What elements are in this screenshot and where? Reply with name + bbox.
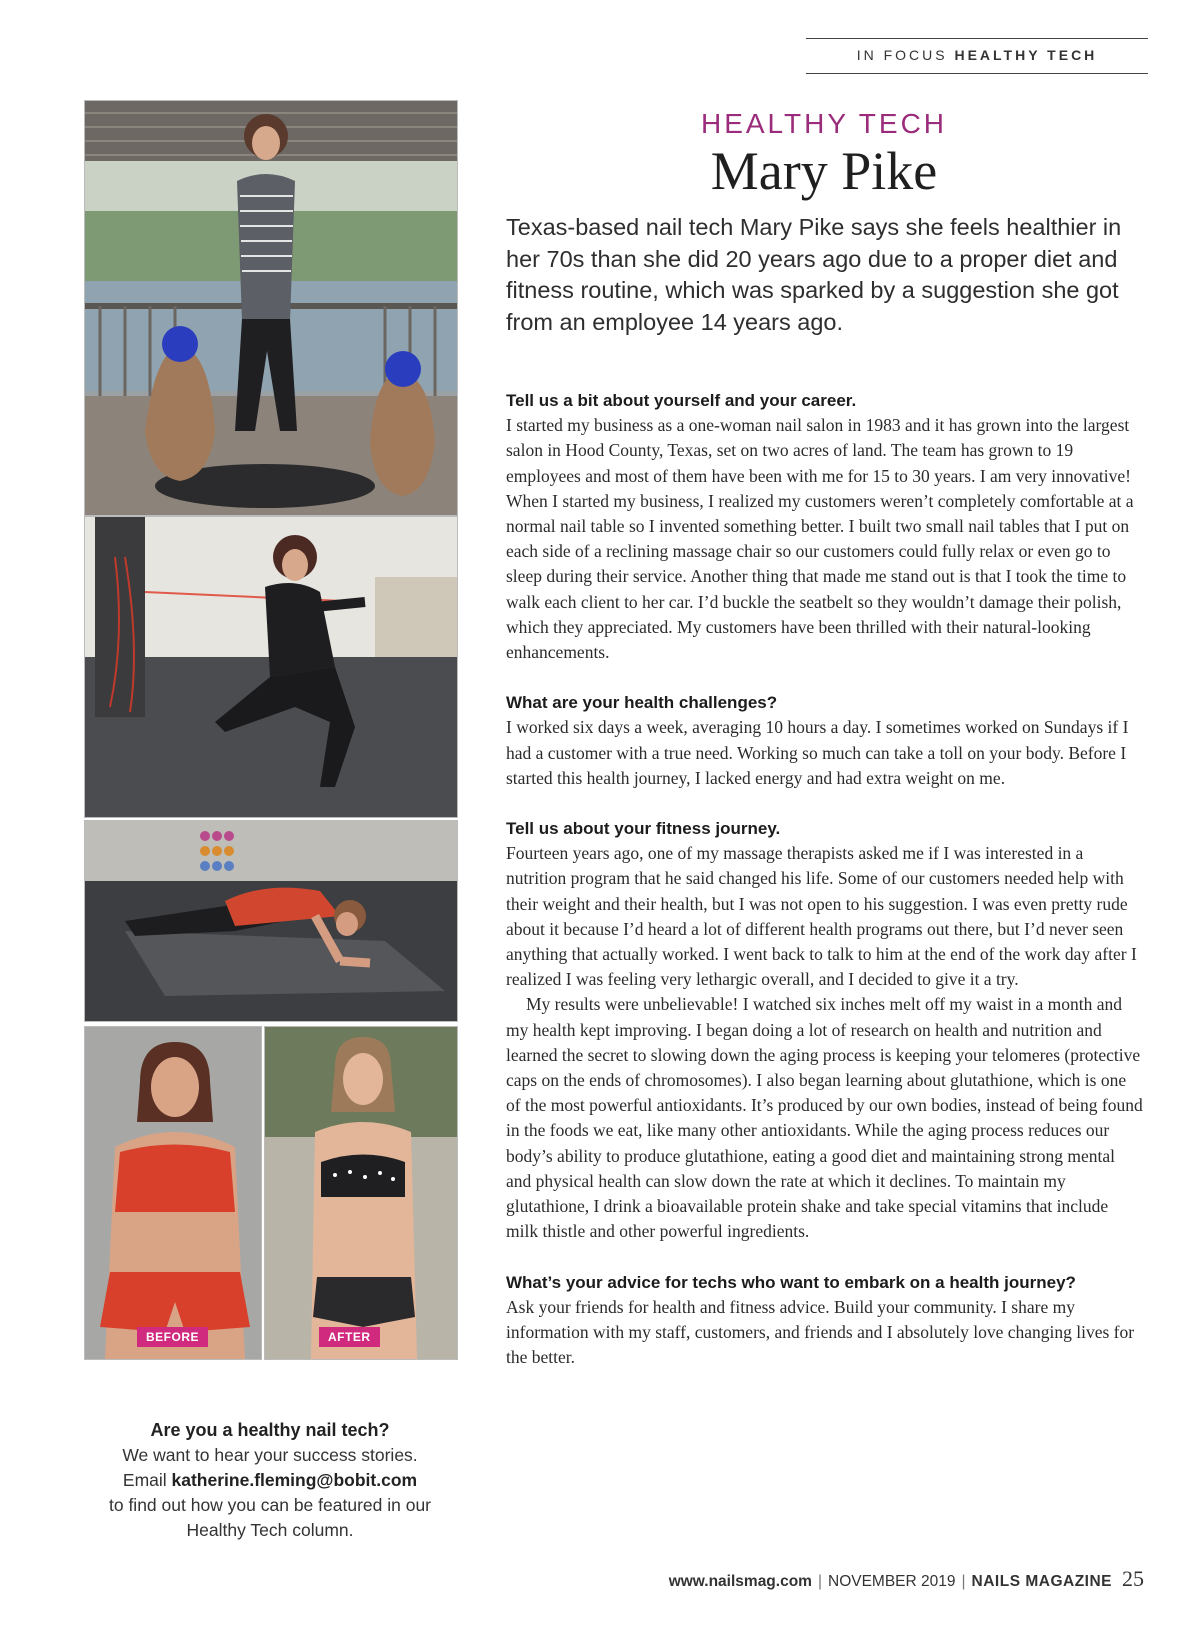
section-gap [506, 791, 1144, 816]
sidebar-line1: We want to hear your success stories. [122, 1445, 418, 1465]
photo-before [84, 1026, 262, 1360]
after-label: AFTER [319, 1327, 380, 1347]
article-title: Mary Pike [710, 141, 938, 201]
photo-trampoline [84, 100, 458, 516]
before-label: BEFORE [137, 1327, 208, 1347]
answer-3-continued: My results were unbelievable! I watched six inches melt off my waist in a month and my health kept improving. I began doing a lot of research on health and nutrition and learned the secret to slowing down the aging process is keeping your telomeres (protective caps on the ends of chromosomes). I also began learning about glutathione, which is one of the most powerful antioxidants. It’s produced by our own bodies, instead of being found in the foods we eat, like many other antioxidants. While the aging process reduces our body’s ability to produce glutathione, eating a good diet and maintaining strong mental and physical health can slow down the rate at which it declines. To maintain my glutathione, I drink a bioavailable protein shake and take special vitamins that include milk thistle and other powerful ingredients. [506, 994, 1143, 1242]
photo-resistance-band [84, 516, 458, 818]
sidebar-line2: to find out how you can be featured in our Healthy Tech column. [108, 1495, 432, 1540]
sidebar-callout [84, 1418, 456, 1543]
sidebar-email-prefix: Email [122, 1470, 172, 1490]
photo-before-image [85, 1027, 261, 1359]
question-2: What are your health challenges? [506, 693, 778, 713]
section-gap [506, 665, 1144, 690]
photo-after-image [265, 1027, 457, 1359]
running-header [806, 38, 1148, 74]
footer-issue: NOVEMBER 2019 [828, 1573, 956, 1590]
page-footer [560, 1566, 1144, 1592]
answer-2: I worked six days a week, averaging 10 hours a day. I sometimes worked on Sundays if I had a customer with a true need. Working so much can take a toll on your body. Before I started this health journey, I lacked energy and had extra weight on me. [506, 717, 1129, 788]
photo-after [264, 1026, 458, 1360]
question-1: Tell us a bit about yourself and your career. [506, 391, 857, 410]
question-4: What’s your advice for techs who want to embark on a health journey? [506, 1272, 1076, 1292]
sidebar-email-line [84, 1468, 456, 1493]
sidebar-title: Are you a healthy nail tech? [150, 1420, 390, 1440]
photo-resistance-band-image [85, 517, 457, 817]
header-section: IN FOCUS [856, 47, 948, 63]
answer-1: I started my business as a one-woman nail salon in 1983 and it has grown into the largest salon in Hood County, Texas, set on two acres of land. The team has grown to 19 employees and most of them have been with me for 15 to 30 years. I am very innovative! When I started my business, I realized my customers weren’t completely comfortable at a normal nail table so I invented something better. I built two small nail tables that I put on each side of a reclining massage chair so our customers could fully relax or even go to sleep during their service. Another thing that made me stand out is that I took the time to walk each client to her car. I’d buckle the seatbelt so they wouldn’t damage their polish, which they appreciated. My customers have been thrilled with their natural-looking enhancements. [506, 415, 1134, 663]
footer-separator: | [817, 1573, 822, 1590]
article-body [506, 388, 1144, 1370]
photo-trampoline-image [85, 101, 457, 515]
answer-3: Fourteen years ago, one of my massage therapists asked me if I was interested in a nutrition program that he said changed his life. Some of our customers needed help with their weight and their health, but I was not open to his suggestion. I was even pretty rude about it because I’d heard a lot of different health programs out there, but I’d never seen anything that actually worked. I went back to talk to him at the end of the work day after I realized I was feeling very lethargic overall, and I decided to give it a try. [506, 843, 1137, 990]
footer-magazine: NAILS MAGAZINE [971, 1573, 1112, 1590]
section-gap [506, 1245, 1144, 1270]
article-lede: Texas-based nail tech Mary Pike says she feels healthier in her 70s than she did 20 years ago due to a proper diet and fitness routine, which was sparked by a suggestion she got from an employee 14 years ago. [506, 214, 1122, 335]
question-3: Tell us about your fitness journey. [506, 819, 781, 839]
sidebar-email-link[interactable]: katherine.fleming@bobit.com [171, 1470, 418, 1490]
photo-plank [84, 820, 458, 1022]
article-kicker: HEALTHY TECH [700, 108, 948, 139]
photo-plank-image [85, 821, 457, 1021]
header-column: HEALTHY TECH [954, 47, 1098, 63]
answer-4: Ask your friends for health and fitness advice. Build your community. I share my information with my staff, customers, and friends and I absolutely love changing lives for the better. [506, 1296, 1135, 1368]
footer-separator: | [961, 1573, 966, 1590]
page-number: 25 [1122, 1566, 1144, 1591]
footer-website[interactable]: www.nailsmag.com [668, 1573, 812, 1590]
